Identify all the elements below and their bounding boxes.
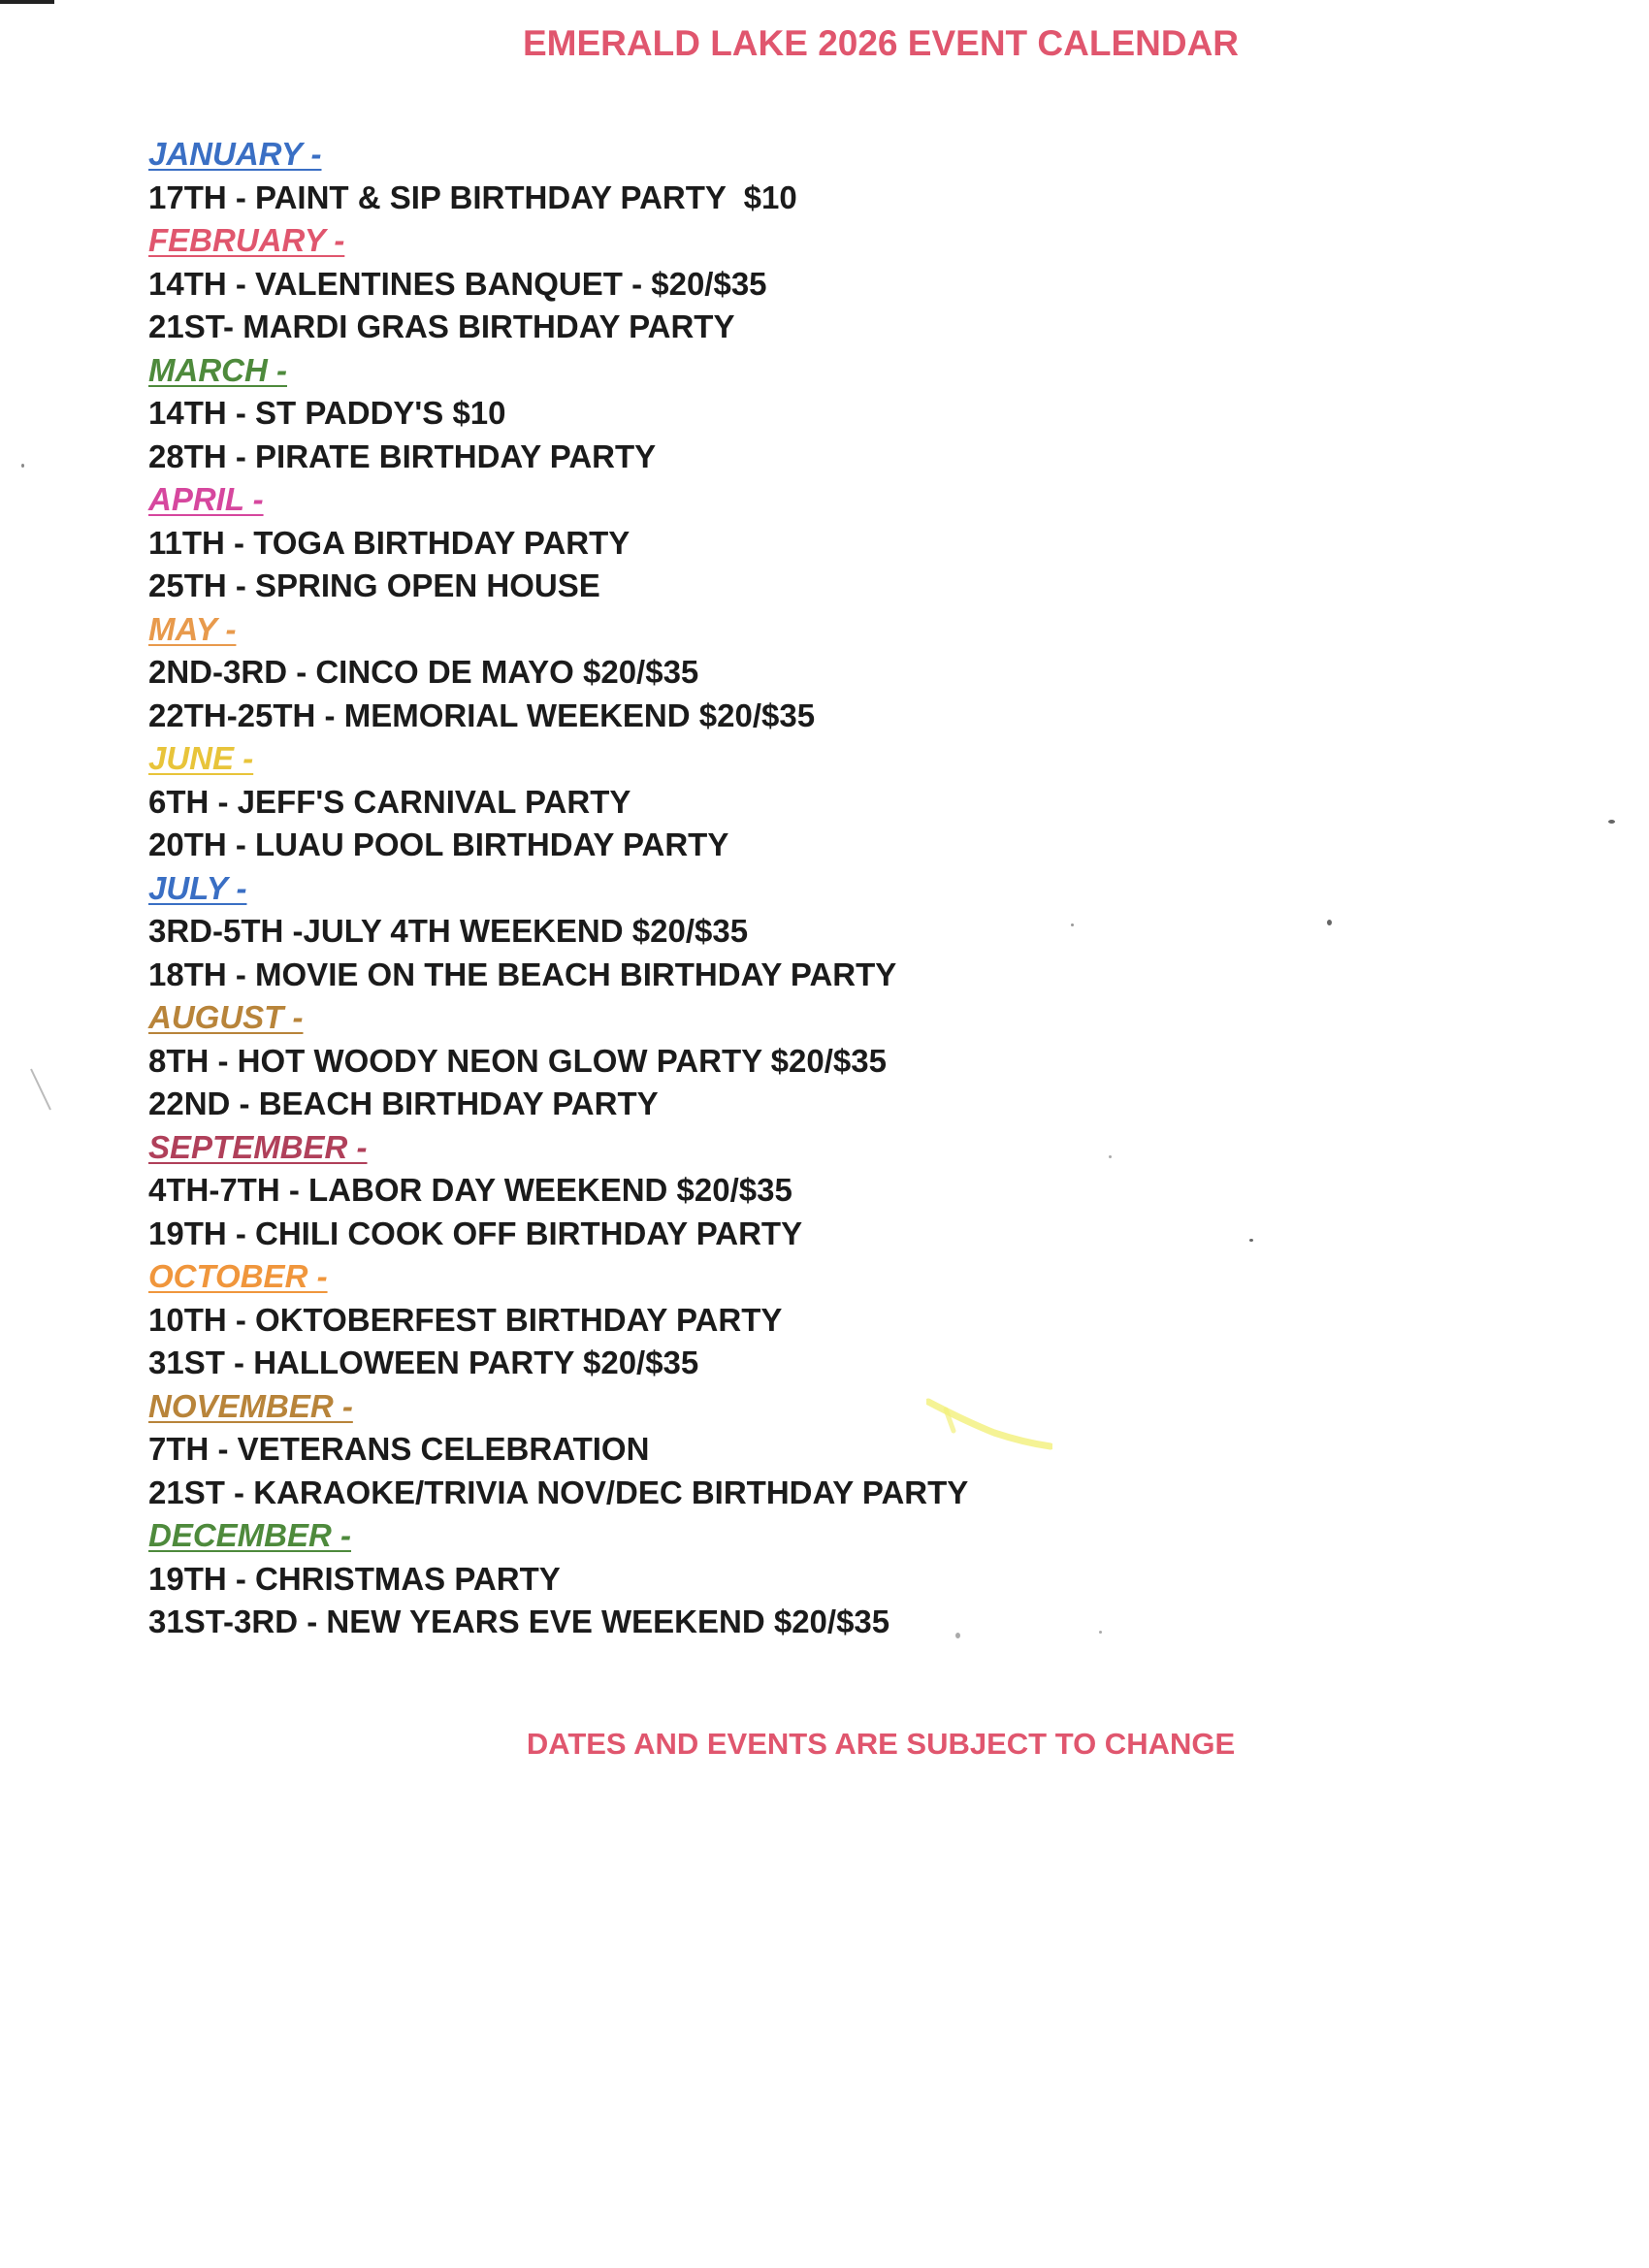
- disclaimer-footer: DATES AND EVENTS ARE SUBJECT TO CHANGE: [526, 1727, 1236, 1761]
- month-heading: DECEMBER -: [148, 1517, 352, 1553]
- month-september: [148, 1126, 1312, 1256]
- event-item: 6TH - JEFF'S CARNIVAL PARTY: [148, 783, 631, 820]
- month-april: [148, 478, 1312, 608]
- event-item: 31ST - HALLOWEEN PARTY $20/$35: [148, 1345, 699, 1380]
- month-heading: MARCH -: [148, 351, 287, 388]
- event-item: 8TH - HOT WOODY NEON GLOW PARTY $20/$35: [148, 1042, 887, 1079]
- event-item: 10TH - OKTOBERFEST BIRTHDAY PARTY: [148, 1301, 783, 1338]
- page-title: EMERALD LAKE 2026 EVENT CALENDAR: [522, 23, 1240, 63]
- event-item: 2ND-3RD - CINCO DE MAYO $20/$35: [148, 654, 699, 690]
- event-item: 21ST - KARAOKE/TRIVIA NOV/DEC BIRTHDAY PARTY: [148, 1474, 969, 1510]
- month-heading: SEPTEMBER -: [148, 1128, 368, 1165]
- event-item: 14TH - ST PADDY'S $10: [148, 395, 506, 431]
- month-june: [148, 737, 1312, 867]
- month-february: [148, 219, 1312, 349]
- month-heading: OCTOBER -: [148, 1258, 328, 1294]
- month-march: [148, 349, 1312, 479]
- scan-speck: [1109, 1155, 1112, 1158]
- month-heading: NOVEMBER -: [148, 1387, 353, 1424]
- month-heading: APRIL -: [148, 481, 264, 517]
- event-item: 14TH - VALENTINES BANQUET - $20/$35: [148, 265, 767, 302]
- month-may: [148, 608, 1312, 738]
- month-heading: JULY -: [148, 869, 247, 906]
- event-item: 7TH - VETERANS CELEBRATION: [148, 1431, 650, 1467]
- event-item: 25TH - SPRING OPEN HOUSE: [148, 567, 600, 603]
- month-november: [148, 1385, 1312, 1515]
- event-calendar: [148, 133, 1312, 1644]
- scan-speck: [1249, 1239, 1253, 1242]
- scan-streak: [29, 1067, 58, 1116]
- event-item: 3RD-5TH -JULY 4TH WEEKEND $20/$35: [148, 913, 749, 949]
- scan-speck: [21, 464, 24, 468]
- event-item: 17TH - PAINT & SIP BIRTHDAY PARTY $10: [148, 178, 797, 215]
- event-item: 18TH - MOVIE ON THE BEACH BIRTHDAY PARTY: [148, 956, 897, 992]
- month-december: [148, 1514, 1312, 1644]
- scan-speck: [955, 1633, 960, 1638]
- event-item: 31ST-3RD - NEW YEARS EVE WEEKEND $20/$35: [148, 1604, 890, 1639]
- scan-speck: [1071, 923, 1074, 926]
- highlighter-smudge: [926, 1392, 1052, 1450]
- scan-speck: [1099, 1631, 1102, 1634]
- month-heading: JUNE -: [148, 740, 254, 776]
- month-august: [148, 996, 1312, 1126]
- scan-corner-mark: [0, 0, 54, 4]
- event-item: 20TH - LUAU POOL BIRTHDAY PARTY: [148, 826, 729, 862]
- scan-speck: [1327, 920, 1332, 925]
- scan-speck: [1608, 820, 1615, 824]
- event-item: 22TH-25TH - MEMORIAL WEEKEND $20/$35: [148, 697, 816, 733]
- event-item: 28TH - PIRATE BIRTHDAY PARTY: [148, 437, 657, 474]
- event-item: 19TH - CHRISTMAS PARTY: [148, 1560, 561, 1597]
- month-heading: MAY -: [148, 610, 237, 647]
- month-october: [148, 1255, 1312, 1385]
- month-january: [148, 133, 1312, 219]
- event-item: 19TH - CHILI COOK OFF BIRTHDAY PARTY: [148, 1215, 803, 1251]
- event-item: 11TH - TOGA BIRTHDAY PARTY: [148, 524, 630, 561]
- month-heading: AUGUST -: [148, 999, 304, 1035]
- month-heading: FEBRUARY -: [148, 222, 345, 258]
- event-item: 22ND - BEACH BIRTHDAY PARTY: [148, 1085, 659, 1121]
- month-july: [148, 867, 1312, 997]
- event-item: 21ST- MARDI GRAS BIRTHDAY PARTY: [148, 308, 735, 344]
- event-item: 4TH-7TH - LABOR DAY WEEKEND $20/$35: [148, 1172, 792, 1208]
- month-heading: JANUARY -: [148, 136, 322, 172]
